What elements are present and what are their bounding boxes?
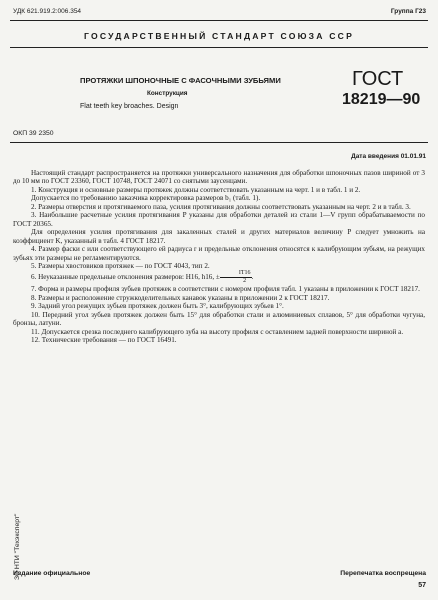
paragraph-11: 11. Допускается срезка последнего калибрующего зуба на высоту профиля с оставлением задней поверхности шириной a. (31, 327, 404, 336)
document-title: ПРОТЯЖКИ ШПОНОЧНЫЕ С ФАСОЧНЫМИ ЗУБЬЯМИ (80, 76, 281, 85)
heading-rule (10, 47, 428, 48)
paragraph-6-text: 6. Неуказанные предельные отклонения размеров: H16, h16, ± (31, 273, 220, 282)
fraction-denominator: 2 (243, 278, 247, 285)
side-stamp-text: ЗС НТИ "Техэксперт" (14, 513, 21, 580)
paragraph-7: 7. Форма и размеры профиля зубьев протяжек в соответствии с номером профиля табл. 1 указаны в приложении к ГОСТ 18217. (31, 285, 420, 294)
paragraph-12: 12. Технические требования — по ГОСТ 16491. (31, 336, 177, 345)
paragraph-5: 5. Размеры хвостовиков протяжек — по ГОСТ 4043, тип 2. (31, 261, 210, 270)
paragraph-8: 8. Размеры и расположение стружкоделительных канавок указаны в приложении 2 к ГОСТ 18217. (31, 293, 330, 302)
gost-number: 18219—90 (342, 91, 421, 108)
fraction-tail: . (251, 273, 254, 282)
fraction-numerator: IT16 (220, 270, 252, 278)
paragraph-3: 3. Наибольшие расчетные усилия протягивания P указаны для обработки деталей из стали 1—V групп обрабатываемости по ГОСТ 20365. (13, 211, 425, 228)
footer-official-edition: Издание официальное (13, 570, 91, 577)
paragraph-9: 9. Задний угол режущих зубьев протяжек должен быть 3°, калибрующих зубьев 1°. (31, 302, 284, 311)
top-rule (10, 20, 428, 21)
state-standard-heading: ГОСУДАРСТВЕННЫЙ СТАНДАРТ СОЮЗА ССР (83, 31, 355, 41)
footer-reprint-notice: Перепечатка воспрещена (340, 570, 426, 577)
paragraph-1: 1. Конструкция и основные размеры протяжек должны соответствовать указанным на черт. 1 и в табл. 1 и 2. (31, 185, 361, 194)
introduction-date: Дата введения 01.01.91 (351, 153, 426, 160)
document-subtitle: Конструкция (147, 90, 188, 97)
okp-rule (10, 142, 428, 143)
group-code: Группа Г23 (390, 8, 426, 15)
udk-code: УДК 621.919.2:006.354 (13, 8, 82, 15)
paragraph-3-note: Для определения усилия протягивания для закаленных сталей и других материалов величину P следует умножить на коэффициент K, указанный в табл. 4 ГОСТ 18217. (13, 228, 425, 245)
page-number: 57 (418, 582, 426, 589)
okp-code: ОКП 39 2350 (13, 130, 54, 137)
paragraph-6 (13, 270, 425, 285)
paragraph-10: 10. Передний угол зубьев протяжек должен быть 15° для обработки стали и алюминиевых сплавов, 5° для обработки чугуна, бронзы, латуни. (13, 310, 425, 328)
paragraph-2: 2. Размеры отверстия и протягиваемого паза, усилия протягивания должны соответствовать указанным на черт. 2 и в табл. 3. (31, 202, 411, 211)
tolerance-fraction (220, 270, 252, 285)
document-title-english: Flat teeth key broaches. Design (80, 103, 179, 110)
paragraph-4: 4. Размер фаски c или соответствующего ей радиуса r и предельные отклонения относятся к калибрующим зубьям, на режущих зубьях эти размеры не регламентируются. (13, 245, 425, 262)
paragraph-intro: Настоящий стандарт распространяется на протяжки универсального назначения для обработки шпоночных пазов шириной от 3 до 10 мм по ГОСТ 23360, ГОСТ 10748, ГОСТ 24071 со снятыми заусенцами. (13, 169, 425, 186)
gost-label: ГОСТ (352, 68, 404, 90)
paragraph-1-note: Допускается по требованию заказчика корректировка размеров b₁ (табл. 1). (31, 194, 261, 203)
document-body (13, 169, 425, 345)
